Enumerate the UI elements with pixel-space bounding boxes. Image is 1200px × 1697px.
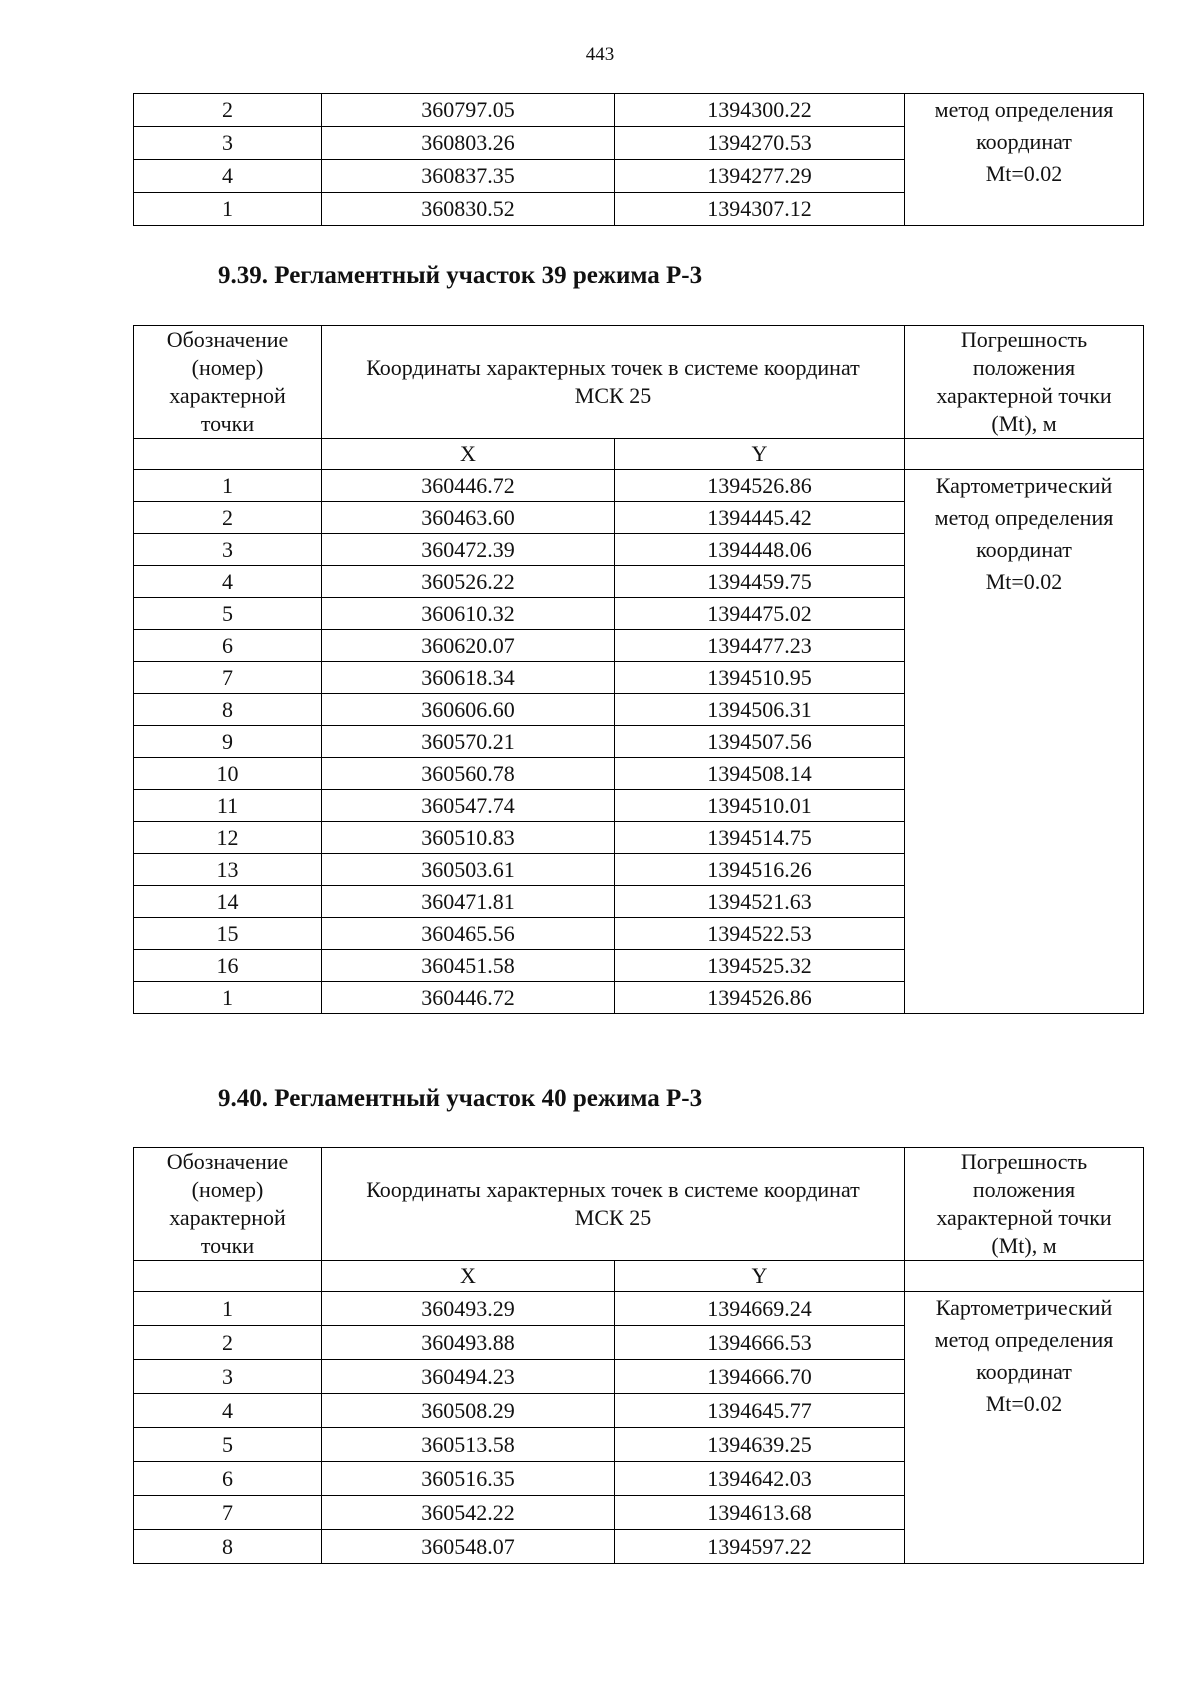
section-40-title: 9.40. Регламентный участок 40 режима Р-3 <box>218 1085 703 1112</box>
coordinates-header <box>322 326 905 439</box>
point-number-cell: 1 <box>134 193 322 226</box>
y-coordinate-cell: 1394448.06 <box>615 534 905 566</box>
cell-line: Погрешность <box>960 327 1088 352</box>
x-coordinate-cell: 360493.29 <box>322 1292 615 1326</box>
cell-line: координат <box>976 129 1072 154</box>
x-coordinate-cell: 360560.78 <box>322 758 615 790</box>
x-coordinate-cell: 360610.32 <box>322 598 615 630</box>
x-coordinate-cell: 360542.22 <box>322 1496 615 1530</box>
x-coordinate-cell: 360471.81 <box>322 886 615 918</box>
x-coordinate-cell: 360830.52 <box>322 193 615 226</box>
cell-line: МСК 25 <box>574 1205 652 1230</box>
y-coordinate-cell: 1394642.03 <box>615 1462 905 1496</box>
cell-line: Mt=0.02 <box>985 569 1063 594</box>
cell-line: Обозначение <box>166 1149 289 1174</box>
x-coordinate-cell: 360620.07 <box>322 630 615 662</box>
y-coordinate-cell: 1394522.53 <box>615 918 905 950</box>
x-coordinate-cell: 360618.34 <box>322 662 615 694</box>
point-number-cell: 7 <box>134 662 322 694</box>
y-coordinate-cell: 1394507.56 <box>615 726 905 758</box>
point-number-cell: 15 <box>134 918 322 950</box>
x-coordinate-cell: 360465.56 <box>322 918 615 950</box>
cell-line: Mt=0.02 <box>985 1391 1063 1416</box>
x-coordinate-cell: 360797.05 <box>322 94 615 127</box>
point-designation-header <box>134 326 322 439</box>
point-number-cell: 16 <box>134 950 322 982</box>
cell-line: характерной <box>169 1205 286 1230</box>
y-coordinate-cell: 1394270.53 <box>615 127 905 160</box>
y-coordinate-cell: 1394526.86 <box>615 470 905 502</box>
accuracy-note-cell <box>905 1292 1144 1564</box>
axis-header-row <box>134 439 1144 470</box>
y-coordinate-cell: 1394477.23 <box>615 630 905 662</box>
y-coordinate-cell: 1394475.02 <box>615 598 905 630</box>
empty-cell <box>905 1261 1144 1292</box>
y-coordinate-cell: 1394506.31 <box>615 694 905 726</box>
cell-line: характерной <box>169 383 286 408</box>
point-number-cell: 6 <box>134 1462 322 1496</box>
y-coordinate-cell: 1394597.22 <box>615 1530 905 1564</box>
y-coordinate-cell: 1394666.53 <box>615 1326 905 1360</box>
point-number-cell: 2 <box>134 502 322 534</box>
point-number-cell: 4 <box>134 566 322 598</box>
x-coordinate-cell: 360837.35 <box>322 160 615 193</box>
x-coordinate-cell: 360803.26 <box>322 127 615 160</box>
cell-line: МСК 25 <box>574 383 652 408</box>
y-coordinate-cell: 1394510.01 <box>615 790 905 822</box>
point-number-cell: 7 <box>134 1496 322 1530</box>
section-40-table <box>133 1147 1144 1564</box>
y-coordinate-cell: 1394508.14 <box>615 758 905 790</box>
y-coordinate-cell: 1394445.42 <box>615 502 905 534</box>
x-coordinate-cell: 360570.21 <box>322 726 615 758</box>
point-number-cell: 9 <box>134 726 322 758</box>
cell-line: Обозначение <box>166 327 289 352</box>
point-number-cell: 2 <box>134 1326 322 1360</box>
coordinates-header <box>322 1148 905 1261</box>
cell-line: координат <box>976 1359 1072 1384</box>
y-coordinate-cell: 1394669.24 <box>615 1292 905 1326</box>
y-coordinate-cell: 1394521.63 <box>615 886 905 918</box>
accuracy-header <box>905 326 1144 439</box>
point-number-cell: 2 <box>134 94 322 127</box>
point-number-cell: 5 <box>134 598 322 630</box>
x-axis-header: X <box>322 1261 615 1292</box>
cell-line: координат <box>976 537 1072 562</box>
cell-line: Координаты характерных точек в системе координат <box>366 355 860 380</box>
cell-line: положения <box>972 355 1076 380</box>
y-coordinate-cell: 1394277.29 <box>615 160 905 193</box>
x-coordinate-cell: 360503.61 <box>322 854 615 886</box>
page-number: 443 <box>585 44 615 65</box>
y-axis-header: Y <box>615 439 905 470</box>
y-axis-header: Y <box>615 1261 905 1292</box>
x-coordinate-cell: 360526.22 <box>322 566 615 598</box>
point-number-cell: 10 <box>134 758 322 790</box>
point-number-cell: 1 <box>134 1292 322 1326</box>
cell-line: точки <box>200 411 255 436</box>
x-coordinate-cell: 360463.60 <box>322 502 615 534</box>
point-number-cell: 4 <box>134 1394 322 1428</box>
accuracy-header <box>905 1148 1144 1261</box>
x-coordinate-cell: 360508.29 <box>322 1394 615 1428</box>
table-row <box>134 94 1144 127</box>
cell-line: (Mt), м <box>991 411 1057 436</box>
accuracy-note-cell <box>905 470 1144 1014</box>
point-number-cell: 1 <box>134 982 322 1014</box>
x-coordinate-cell: 360606.60 <box>322 694 615 726</box>
section-39-table <box>133 325 1144 1014</box>
point-number-cell: 14 <box>134 886 322 918</box>
y-coordinate-cell: 1394645.77 <box>615 1394 905 1428</box>
point-number-cell: 12 <box>134 822 322 854</box>
x-coordinate-cell: 360493.88 <box>322 1326 615 1360</box>
point-number-cell: 8 <box>134 694 322 726</box>
accuracy-note-cell <box>905 94 1144 226</box>
empty-cell <box>134 439 322 470</box>
x-coordinate-cell: 360513.58 <box>322 1428 615 1462</box>
x-coordinate-cell: 360451.58 <box>322 950 615 982</box>
x-coordinate-cell: 360547.74 <box>322 790 615 822</box>
table-row <box>134 1292 1144 1326</box>
point-number-cell: 1 <box>134 470 322 502</box>
y-coordinate-cell: 1394639.25 <box>615 1428 905 1462</box>
point-number-cell: 5 <box>134 1428 322 1462</box>
table-header-row <box>134 1148 1144 1261</box>
x-coordinate-cell: 360472.39 <box>322 534 615 566</box>
point-number-cell: 6 <box>134 630 322 662</box>
y-coordinate-cell: 1394516.26 <box>615 854 905 886</box>
cell-line: (номер) <box>191 355 264 380</box>
point-number-cell: 8 <box>134 1530 322 1564</box>
point-designation-header <box>134 1148 322 1261</box>
x-coordinate-cell: 360516.35 <box>322 1462 615 1496</box>
cell-line: характерной точки <box>936 383 1112 408</box>
y-coordinate-cell: 1394459.75 <box>615 566 905 598</box>
cell-line: метод определения <box>934 1327 1114 1352</box>
x-coordinate-cell: 360494.23 <box>322 1360 615 1394</box>
y-coordinate-cell: 1394613.68 <box>615 1496 905 1530</box>
table-row <box>134 470 1144 502</box>
y-coordinate-cell: 1394307.12 <box>615 193 905 226</box>
point-number-cell: 3 <box>134 1360 322 1394</box>
y-coordinate-cell: 1394525.32 <box>615 950 905 982</box>
cell-line: положения <box>972 1177 1076 1202</box>
cell-line: (номер) <box>191 1177 264 1202</box>
x-axis-header: X <box>322 439 615 470</box>
point-number-cell: 13 <box>134 854 322 886</box>
y-coordinate-cell: 1394666.70 <box>615 1360 905 1394</box>
cell-line: Mt=0.02 <box>985 161 1063 186</box>
section-39-title: 9.39. Регламентный участок 39 режима Р-3 <box>218 262 703 289</box>
x-coordinate-cell: 360446.72 <box>322 982 615 1014</box>
cell-line: (Mt), м <box>991 1233 1057 1258</box>
cell-line: Картометрический <box>935 1295 1113 1320</box>
point-number-cell: 11 <box>134 790 322 822</box>
cell-line: Картометрический <box>935 473 1113 498</box>
x-coordinate-cell: 360548.07 <box>322 1530 615 1564</box>
cell-line: точки <box>200 1233 255 1258</box>
y-coordinate-cell: 1394514.75 <box>615 822 905 854</box>
point-number-cell: 3 <box>134 534 322 566</box>
y-coordinate-cell: 1394510.95 <box>615 662 905 694</box>
point-number-cell: 4 <box>134 160 322 193</box>
cell-line: метод определения <box>934 505 1114 530</box>
axis-header-row <box>134 1261 1144 1292</box>
cell-line: метод определения <box>934 97 1114 122</box>
cell-line: Координаты характерных точек в системе координат <box>366 1177 860 1202</box>
x-coordinate-cell: 360510.83 <box>322 822 615 854</box>
y-coordinate-cell: 1394526.86 <box>615 982 905 1014</box>
x-coordinate-cell: 360446.72 <box>322 470 615 502</box>
table-header-row <box>134 326 1144 439</box>
y-coordinate-cell: 1394300.22 <box>615 94 905 127</box>
point-number-cell: 3 <box>134 127 322 160</box>
empty-cell <box>905 439 1144 470</box>
empty-cell <box>134 1261 322 1292</box>
top-continuation-table <box>133 93 1144 226</box>
cell-line: Погрешность <box>960 1149 1088 1174</box>
cell-line: характерной точки <box>936 1205 1112 1230</box>
